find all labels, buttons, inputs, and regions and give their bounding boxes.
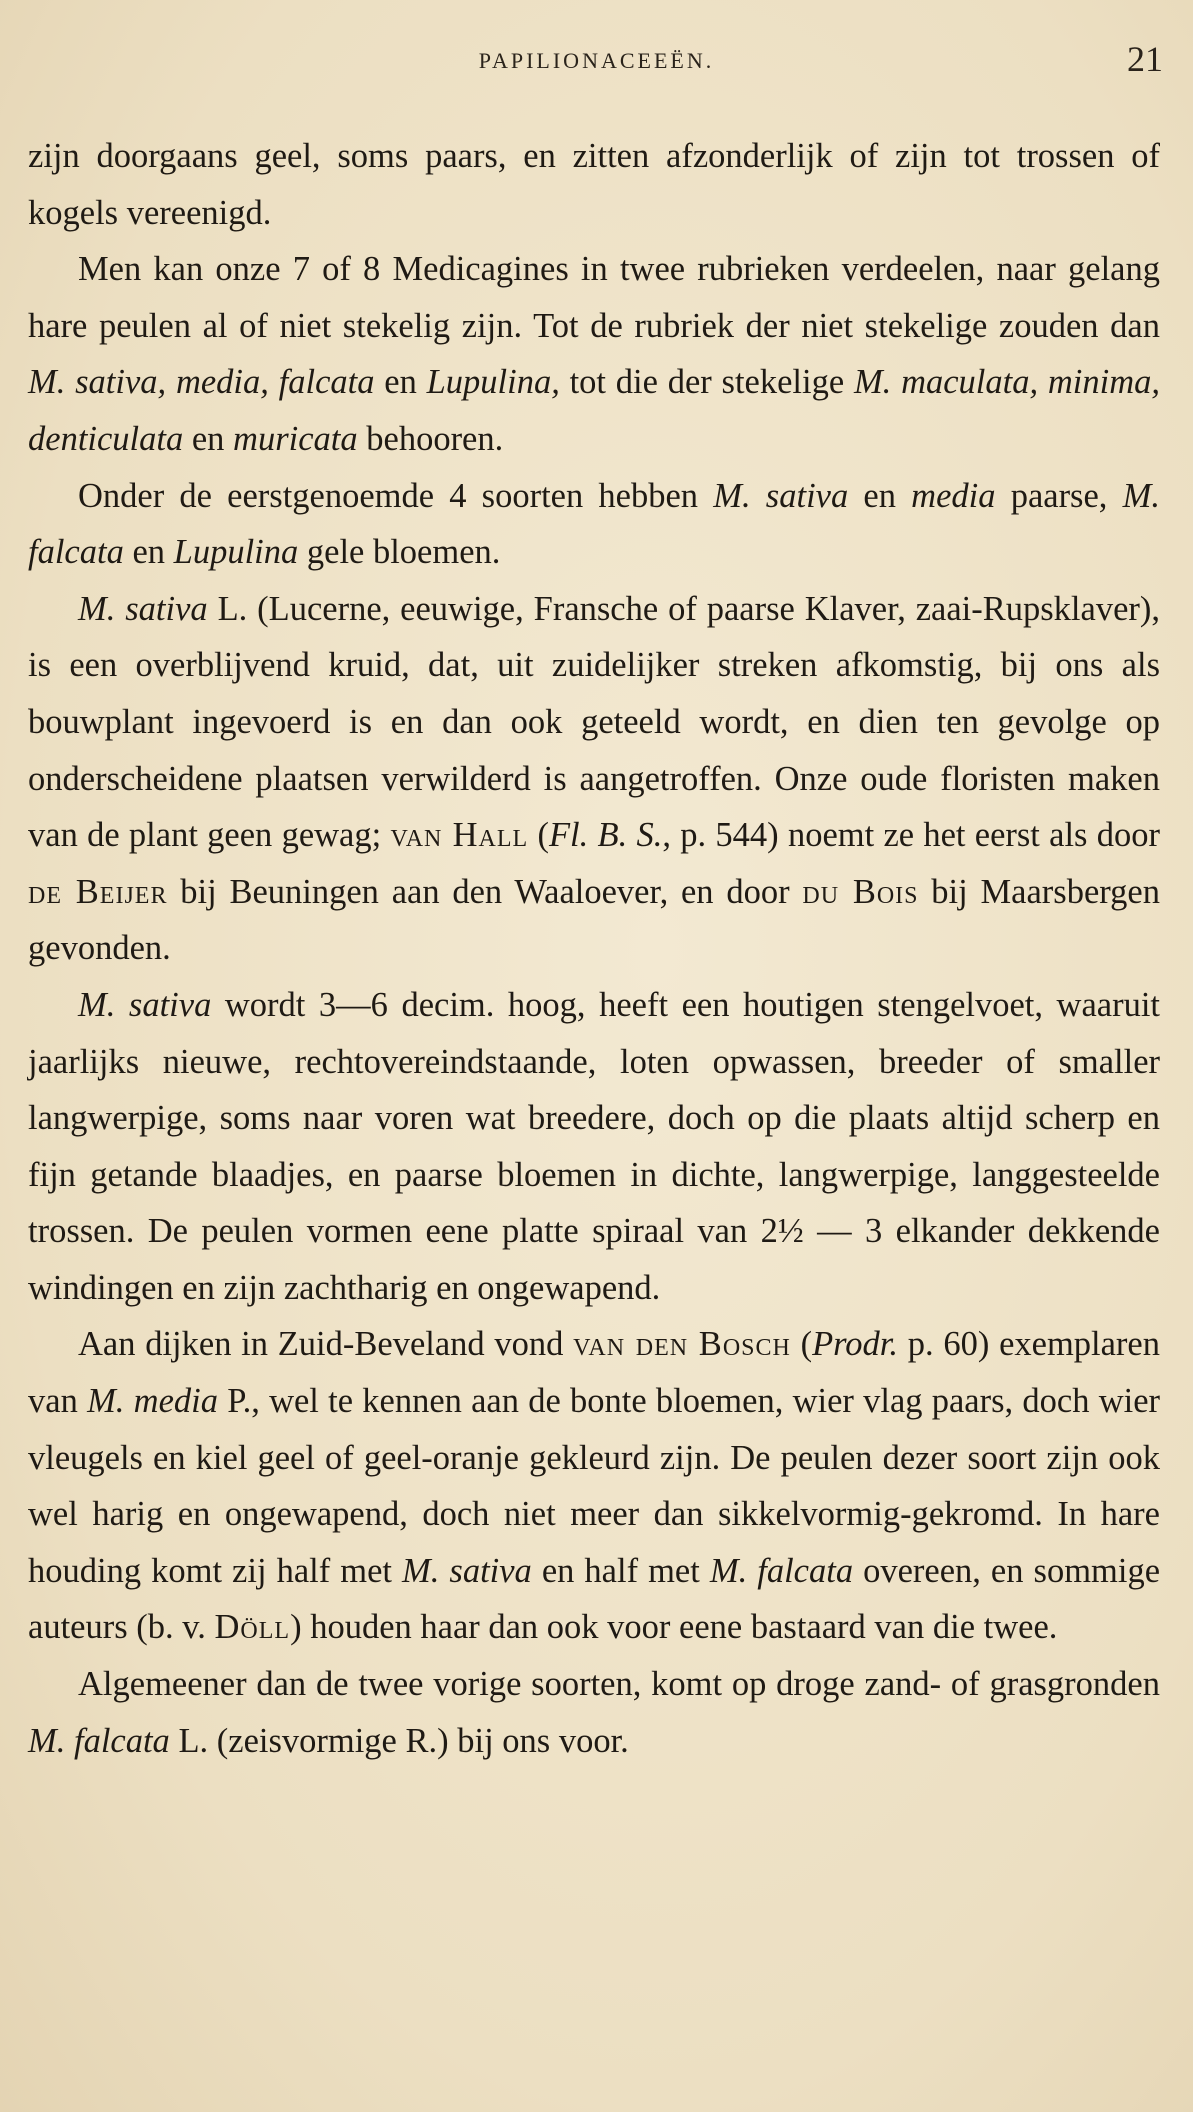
text-run: p. 60) exemplaren van [28, 1325, 1160, 1421]
author-name: du Bois [802, 872, 919, 911]
text-run: ) houden haar dan ook voor eene bastaard van die twee. [290, 1608, 1058, 1647]
text-run: Onder de eerstgenoemde 4 soorten hebben [78, 476, 714, 515]
text-run: Men kan onze 7 of 8 Medicagines in twee rubrieken verdeelen, naar gelang hare peulen al of niet stekelig zijn. Tot de rubriek der niet stekelige zouden dan [28, 250, 1160, 345]
text-run: wordt 3—6 decim. hoog, heeft een houtigen stengelvoet, waaruit jaarlijks nieuwe, rechtovereindstaande, loten opwassen, breeder of smaller langwerpige, soms naar voren wat breedere, doch op die plaats altijd scherp en fijn getande blaadjes, en paarse bloemen in dichte, langwerpige, langgesteelde trossen. De peulen vormen eene platte spiraal van 2½ — 3 elkander dekkende windingen en zijn zachtharig en ongewapend. [28, 985, 1160, 1307]
paragraph-6 [28, 1316, 1160, 1656]
italic-term: M. falcata [28, 476, 1160, 572]
text-run: bij Beuningen aan den Waaloever, en door [167, 872, 803, 911]
body-text [28, 128, 1160, 1769]
author-name: van den Bosch [573, 1325, 791, 1364]
author-name: Döll [214, 1608, 291, 1647]
text-run: tot die der stekelige [559, 363, 854, 402]
italic-term: muricata [233, 419, 358, 458]
text-run: Algemeener dan de twee vorige soorten, komt op droge zand- of grasgronden [78, 1665, 1160, 1704]
paragraph-4 [28, 581, 1160, 977]
italic-term: M. sativa [402, 1551, 532, 1590]
text-run: ( [790, 1325, 813, 1364]
paragraph-3 [28, 468, 1160, 581]
italic-term: Lupulina, [426, 363, 560, 402]
italic-term: M. sativa [78, 985, 212, 1024]
author-name: van Hall [390, 816, 529, 855]
author-name: de Beijer [28, 872, 168, 911]
italic-term: M. media [87, 1382, 218, 1421]
text-run: overeen, en sommige auteurs (b. v. [28, 1551, 1161, 1647]
italic-term: M. sativa, media, falcata [28, 363, 375, 402]
text-run: paarse, [995, 476, 1123, 515]
text-run: , p. 544) noemt ze het eerst als door [662, 816, 1160, 855]
paragraph-2 [28, 241, 1160, 467]
italic-term: M. falcata [28, 1721, 170, 1760]
paragraph-1 [28, 128, 1160, 241]
italic-term: Lupulina [173, 533, 299, 572]
text-run: en [848, 476, 912, 515]
text-run: en [123, 533, 174, 572]
text-run: gele bloemen. [298, 533, 501, 572]
text-run: L. (Lucerne, eeuwige, Fransche of paarse Klaver, zaai-Rupsklaver), is een overblijvend kruid, dat, uit zuidelijker streken afkomstig, bij ons als bouwplant ingevoerd is en dan ook geteeld wordt, en dien ten gevolge op onderscheidene plaatsen verwilderd is aangetroffen. Onze oude floristen maken van de plant geen gewag; [28, 589, 1160, 855]
text-run: bij Maarsbergen gevonden. [28, 872, 1160, 968]
text-run: en half met [531, 1551, 710, 1590]
page-number: 21 [1127, 39, 1163, 79]
text-run: en [183, 419, 234, 458]
text-run: P., wel te kennen aan de bonte bloemen, wier vlag paars, doch wier vleugels en kiel geel of geel-oranje gekleurd zijn. De peulen dezer soort zijn ook wel harig en ongewapend, doch niet meer dan sikkelvormig-gekromd. In hare houding komt zij half met [28, 1382, 1160, 1590]
paragraph-7 [28, 1656, 1160, 1769]
running-head [0, 38, 1193, 78]
text-run: ( [528, 816, 549, 855]
italic-term: M. sativa [713, 476, 849, 515]
text-run: en [374, 363, 427, 402]
italic-term: Fl. B. S. [548, 816, 663, 855]
text-run: L. (zeisvormige R.) bij ons voor. [169, 1721, 629, 1760]
italic-term: Prodr. [812, 1325, 899, 1364]
text-run: zijn doorgaans geel, soms paars, en zitten afzonderlijk of zijn tot trossen of kogels vereenigd. [28, 137, 1160, 232]
text-run: behooren. [357, 419, 504, 458]
running-title: PAPILIONACEEËN. [478, 48, 715, 73]
italic-term: M. falcata [709, 1551, 854, 1590]
text-run: Aan dijken in Zuid-Beveland vond [78, 1325, 574, 1364]
paragraph-5 [28, 977, 1160, 1317]
italic-term: M. sativa [78, 589, 208, 628]
italic-term: media [911, 476, 996, 515]
italic-term: M. maculata, minima, denticulata [28, 363, 1160, 458]
